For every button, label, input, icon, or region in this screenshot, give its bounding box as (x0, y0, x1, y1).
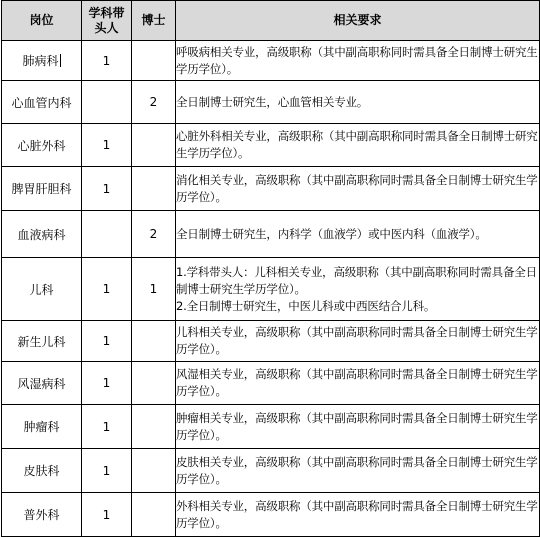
header-requirements: 相关要求 (176, 1, 540, 41)
phd-count (132, 124, 176, 167)
leader-count: 1 (82, 41, 132, 81)
header-phd: 博士 (132, 1, 176, 41)
table-row (2, 258, 540, 321)
requirement-item-leader: 1.学科带头人：儿科相关专业，高级职称（其中副高职称同时需具备全日制博士研究生学历学位）。 (176, 264, 537, 296)
requirement-text: 风湿相关专业，高级职称（其中副高职称同时需具备全日制博士研究生学历学位）。 (176, 362, 540, 405)
requirement-text: 皮肤相关专业，高级职称（其中副高职称同时需具备全日制博士研究生学历学位）。 (176, 449, 540, 493)
leader-count: 1 (82, 493, 132, 537)
leader-count: 1 (82, 362, 132, 405)
table-row (2, 321, 540, 362)
requirement-text: 外科相关专业，高级职称（其中副高职称同时需具备全日制博士研究生学历学位）。 (176, 493, 540, 537)
leader-count: 1 (82, 321, 132, 362)
leader-count (82, 211, 132, 258)
dept-name: 肺病科 (22, 54, 59, 68)
requirement-text: 心脏外科相关专业，高级职称（其中副高职称同时需具备全日制博士研究生学历学位）。 (176, 124, 540, 167)
dept-name: 皮肤科 (2, 449, 82, 493)
recruitment-table (1, 0, 540, 537)
phd-count (132, 493, 176, 537)
dept-name: 肿瘤科 (2, 405, 82, 449)
dept-name: 脾胃肝胆科 (2, 167, 82, 211)
header-leader-text: 学科带头人 (88, 5, 125, 35)
dept-name: 血液病科 (2, 211, 82, 258)
phd-count: 1 (132, 258, 176, 321)
dept-cell (2, 41, 82, 81)
table-row (2, 124, 540, 167)
table-row (2, 167, 540, 211)
requirement-text: 儿科相关专业，高级职称（其中副高职称同时需具备全日制博士研究生学历学位）。 (176, 321, 540, 362)
dept-name: 儿科 (2, 258, 82, 321)
header-row (2, 1, 540, 41)
leader-count: 1 (82, 167, 132, 211)
phd-count (132, 449, 176, 493)
requirement-item-phd: 2.全日制博士研究生，中医儿科或中西医结合儿科。 (176, 298, 436, 313)
dept-name: 风湿病科 (2, 362, 82, 405)
header-position: 岗位 (2, 1, 82, 41)
phd-count: 2 (132, 211, 176, 258)
dept-name: 新生儿科 (2, 321, 82, 362)
requirement-text (176, 258, 540, 321)
requirement-text: 全日制博士研究生，内科学（血液学）或中医内科（血液学）。 (176, 211, 540, 258)
phd-count (132, 321, 176, 362)
leader-count: 1 (82, 258, 132, 321)
phd-count (132, 41, 176, 81)
leader-count (82, 81, 132, 124)
phd-count (132, 167, 176, 211)
dept-name: 普外科 (2, 493, 82, 537)
leader-count: 1 (82, 449, 132, 493)
table-row (2, 405, 540, 449)
dept-name: 心血管内科 (2, 81, 82, 124)
phd-count: 2 (132, 81, 176, 124)
dept-name: 心脏外科 (2, 124, 82, 167)
requirement-text: 呼吸病相关专业，高级职称（其中副高职称同时需具备全日制博士研究生学历学位）。 (176, 41, 540, 81)
table-row (2, 493, 540, 537)
leader-count: 1 (82, 405, 132, 449)
table-row (2, 41, 540, 81)
text-cursor (60, 54, 61, 67)
header-leader (82, 1, 132, 41)
requirement-text: 全日制博士研究生，心血管相关专业。 (176, 81, 540, 124)
phd-count (132, 405, 176, 449)
requirement-text: 消化相关专业，高级职称（其中副高职称同时需具备全日制博士研究生学历学位）。 (176, 167, 540, 211)
requirement-text: 肿瘤相关专业，高级职称（其中副高职称同时需具备全日制博士研究生学历学位）。 (176, 405, 540, 449)
table-row (2, 211, 540, 258)
phd-count (132, 362, 176, 405)
table-row (2, 449, 540, 493)
table-row (2, 81, 540, 124)
leader-count: 1 (82, 124, 132, 167)
table-row (2, 362, 540, 405)
